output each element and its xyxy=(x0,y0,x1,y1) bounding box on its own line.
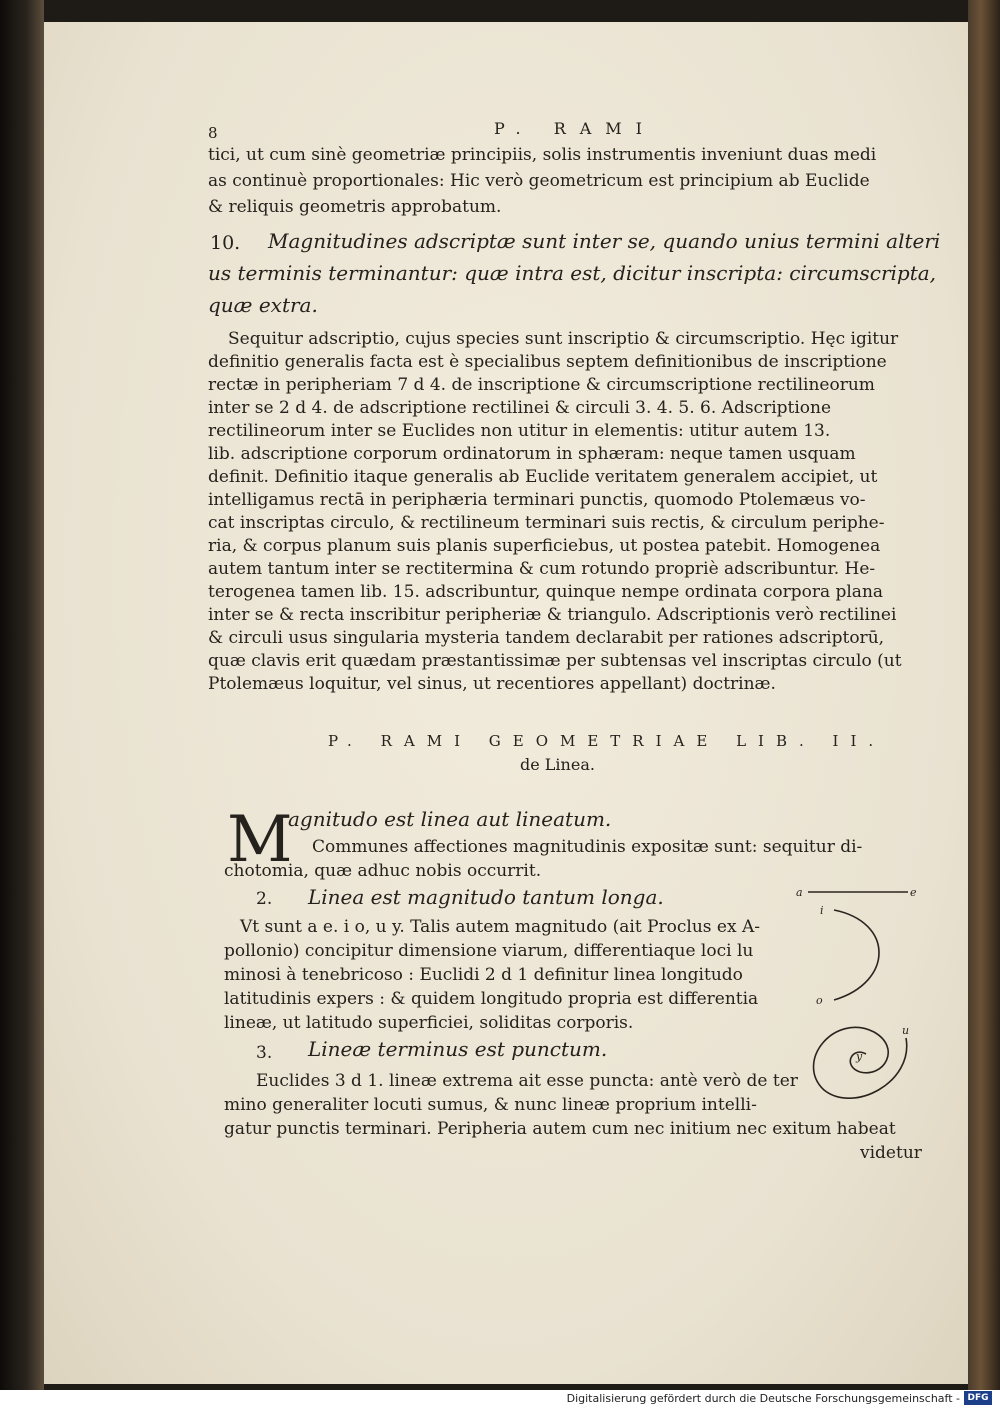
commentary-line: rectæ in peripheriam 7 d 4. de inscriptione & circumscriptione rectilineorum xyxy=(208,375,875,395)
text-line: minosi à tenebricoso : Euclidi 2 d 1 definitur linea longitudo xyxy=(224,965,743,985)
text-line: mino generaliter locuti sumus, & nunc lineæ proprium intelli- xyxy=(224,1095,757,1115)
definition-text: Linea est magnitudo tantum longa. xyxy=(308,885,664,909)
text-line: tici, ut cum sinè geometriæ principiis, solis instrumentis inveniunt duas medi xyxy=(208,145,877,165)
text-line: gatur punctis terminari. Peripheria autem cum nec initium nec exitum habeat xyxy=(224,1119,896,1139)
drop-cap: M xyxy=(227,803,293,877)
commentary-line: quæ clavis erit quædam præstantissimæ per subtensas vel inscriptas circulo (ut xyxy=(208,651,902,671)
text-line: as continuè proportionales: Hic verò geometricum est principium ab Euclide xyxy=(208,171,870,191)
commentary-line: definit. Definitio itaque generalis ab Euclide veritatem generalem accipiet, ut xyxy=(208,467,878,487)
text-line: pollonio) concipitur dimensione viarum, differentiaque loci lu xyxy=(224,941,754,961)
definition-number: 10. xyxy=(210,232,241,254)
dfg-logo: DFG xyxy=(964,1391,992,1405)
text-line: latitudinis expers : & quidem longitudo propria est differentia xyxy=(224,989,759,1009)
figure-letter-y: y xyxy=(856,1050,863,1063)
commentary-line: cat inscriptas circulo, & rectilineum terminari suis rectis, & circulum periphe- xyxy=(208,513,885,533)
commentary-line: autem tantum inter se rectitermina & cum rotundo propriè adscribuntur. He- xyxy=(208,559,876,579)
commentary-line: terogenea tamen lib. 15. adscribuntur, quinque nempe ordinata corpora plana xyxy=(208,582,884,602)
commentary-line: definitio generalis facta est è specialibus septem definitionibus de inscriptione xyxy=(208,352,887,372)
curved-line-io xyxy=(834,910,879,1000)
text-line: lineæ, ut latitudo superficiei, soliditas corporis. xyxy=(224,1013,634,1033)
figure-letter-u: u xyxy=(902,1024,910,1037)
commentary-line: inter se 2 d 4. de adscriptione rectilinei & circuli 3. 4. 5. 6. Adscriptione xyxy=(208,398,832,418)
book-page xyxy=(44,22,968,1384)
book-edge-right xyxy=(968,0,1000,1390)
figure-letter-i: i xyxy=(820,904,824,917)
definition-number: 3. xyxy=(256,1043,273,1063)
book-gutter-left xyxy=(0,0,44,1390)
text-line: & reliquis geometris approbatum. xyxy=(208,197,502,217)
figure-letter-e: e xyxy=(910,886,917,899)
text-line: chotomia, quæ adhuc nobis occurrit. xyxy=(224,861,542,881)
commentary-line: & circuli usus singularia mysteria tandem declarabit per rationes adscriptorū, xyxy=(208,628,885,648)
commentary-line: Ptolemæus loquitur, vel sinus, ut recentiores appellant) doctrinæ. xyxy=(208,674,776,694)
figure-letter-o: o xyxy=(816,994,823,1007)
definition-text: us terminis terminantur: quæ intra est, dicitur inscripta: circumscripta, xyxy=(208,261,937,285)
definition-number: 2. xyxy=(256,889,273,909)
commentary-line: rectilineorum inter se Euclides non utitur in elementis: utitur autem 13. xyxy=(208,421,831,441)
text-line: Vt sunt a e. i o, u y. Talis autem magnitudo (ait Proclus ex A- xyxy=(240,917,760,937)
commentary-line: ria, & corpus planum suis planis superficiebus, ut postea patebit. Homogenea xyxy=(208,536,881,556)
commentary-line: Sequitur adscriptio, cujus species sunt inscriptio & circumscriptio. Hęc igitur xyxy=(228,329,899,349)
running-head: P. RAMI xyxy=(494,119,656,138)
definition-text: Lineæ terminus est punctum. xyxy=(308,1037,608,1061)
book-subheading: de Linea. xyxy=(520,755,595,774)
text-line: Euclides 3 d 1. lineæ extrema ait esse puncta: antè verò de ter xyxy=(256,1071,798,1091)
line-figures xyxy=(794,882,944,1142)
definition-text: quæ extra. xyxy=(208,293,318,317)
catchword: videtur xyxy=(860,1143,922,1163)
definition-text: agnitudo est linea aut lineatum. xyxy=(288,807,612,831)
page-number: 8 xyxy=(208,124,218,142)
definition-text: Magnitudines adscriptæ sunt inter se, quando unius termini alteri xyxy=(268,229,941,253)
commentary-line: intelligamus rectā in periphæria terminari punctis, quomodo Ptolemæus vo- xyxy=(208,490,866,510)
commentary-line: inter se & recta inscribitur peripheriæ & triangulo. Adscriptionis verò rectilinei xyxy=(208,605,897,625)
text-line: Communes affectiones magnitudinis expositæ sunt: sequitur di- xyxy=(312,837,863,857)
figure-letter-a: a xyxy=(796,886,803,899)
book-heading: P. RAMI GEOMETRIAE LIB. II. xyxy=(328,732,886,750)
commentary-line: lib. adscriptione corporum ordinatorum in sphæram: neque tamen usquam xyxy=(208,444,856,464)
funding-credit: Digitalisierung gefördert durch die Deutsche Forschungsgemeinschaft - xyxy=(566,1392,960,1405)
